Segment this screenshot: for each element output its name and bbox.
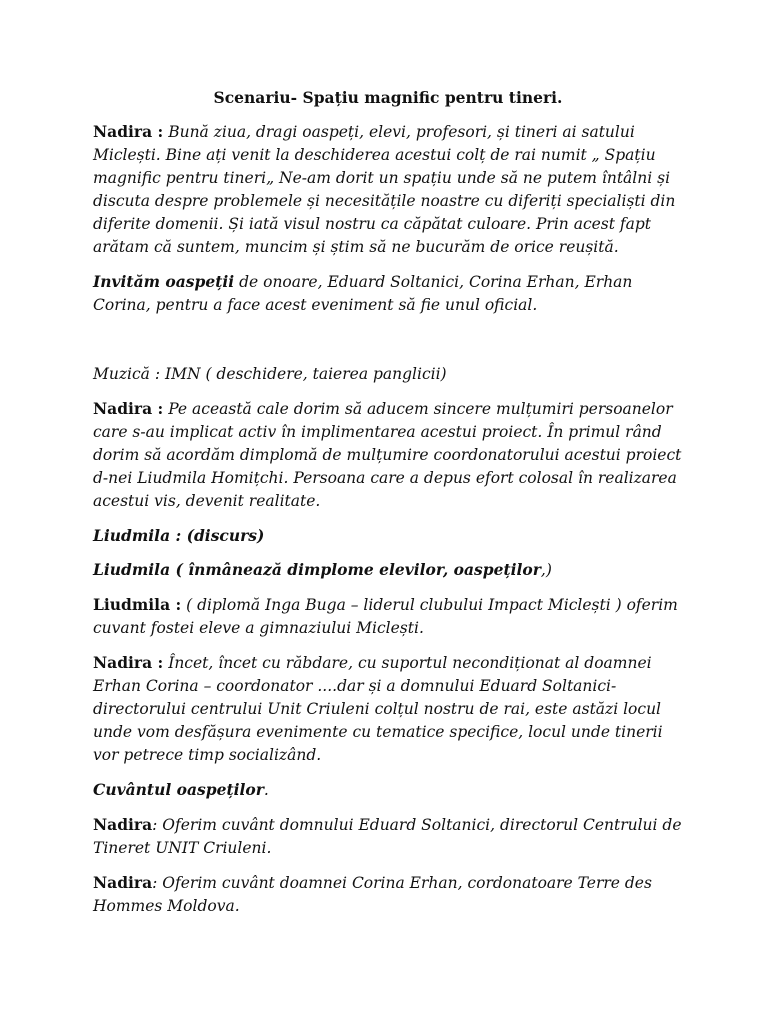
paragraph-diplomas [93,558,683,582]
speaker-label: Nadira : [93,399,164,418]
paragraph-text: ( diplomă Inga Buga – liderul clubului Impact Miclești ) oferim cuvant fostei eleve a gimnaziului Miclești. [93,596,678,637]
paragraph-text: Încet, încet cu răbdare, cu suportul necondiționat al doamnei Erhan Corina – coordonator ....dar și a domnului Eduard Soltanici- directorului centrului Unit Criuleni colțul nostru de rai, este astăzi locul unde vom desfășura evenimente cu tematice specifice, locul unde tinerii vor petrece timp socializând. [93,654,663,764]
paragraph-text: : Oferim cuvânt domnului Eduard Soltanici, directorul Centrului de Tineret UNIT Criuleni. [93,816,682,857]
paragraph-text: de onoare, Eduard Soltanici, Corina Erhan, Erhan Corina, pentru a face acest eveniment să fie unul oficial. [93,273,633,314]
paragraph-guests-word [93,778,683,802]
paragraph-text: Pe această cale dorim să aducem sincere mulțumiri persoanelor care s-au implicat activ în implimentarea acestui proiect. În primul rând dorim să acordăm dimplomă de mulțumire coordonatorului acestui proiect d-nei Liudmila Homițchi. Persoana care a depus efort colosal în realizarea acestui vis, devenit realitate. [93,400,682,510]
speaker-label: Liudmila : [93,595,182,614]
emphasis-text: Liudmila ( înmânează dimplome elevilor, oaspeților [93,560,541,579]
paragraph-welcome [93,120,683,259]
blank-space [93,328,683,363]
paragraph-speech: Liudmila : (discurs) [93,526,265,545]
paragraph-thanks [93,397,683,513]
paragraph-soltanici [93,813,683,860]
paragraph-music: Muzică : IMN ( deschidere, taierea panglicii) [93,365,447,383]
paragraph-erhan [93,871,683,918]
paragraph-invite [93,270,683,317]
paragraph-tail: . [263,781,269,799]
speaker-label: Nadira : [93,122,164,141]
paragraph-text: Bună ziua, dragi oaspeți, elevi, profesori, și tineri ai satului Miclești. Bine ați venit la deschiderea acestui colț de rai numit „ Spațiu magnific pentru tineri„ Ne-am dorit un spațiu unde să ne putem întâlni și discuta despre problemele și necesitățile noastre cu diferiți specialiști din diferite domenii. Și iată visul nostru ca căpătat culoare. Prin acest fapt arătam că suntem, muncim și știm să ne bucurăm de orice reușită. [93,123,676,256]
paragraph-patience [93,651,683,767]
speaker-label: Nadira : [93,653,164,672]
emphasis-text: Invităm oaspeții [93,272,235,291]
document-title: Scenariu- Spațiu magnific pentru tineri. [213,88,563,107]
speaker-label: Nadira [93,815,153,834]
paragraph-tail: ,) [540,561,552,579]
emphasis-text: Cuvântul oaspeților [93,780,264,799]
speaker-label: Nadira [93,873,153,892]
paragraph-diploma-inga [93,593,683,640]
paragraph-text: : Oferim cuvânt doamnei Corina Erhan, cordonatoare Terre des Hommes Moldova. [93,874,652,915]
document-page [93,86,683,929]
